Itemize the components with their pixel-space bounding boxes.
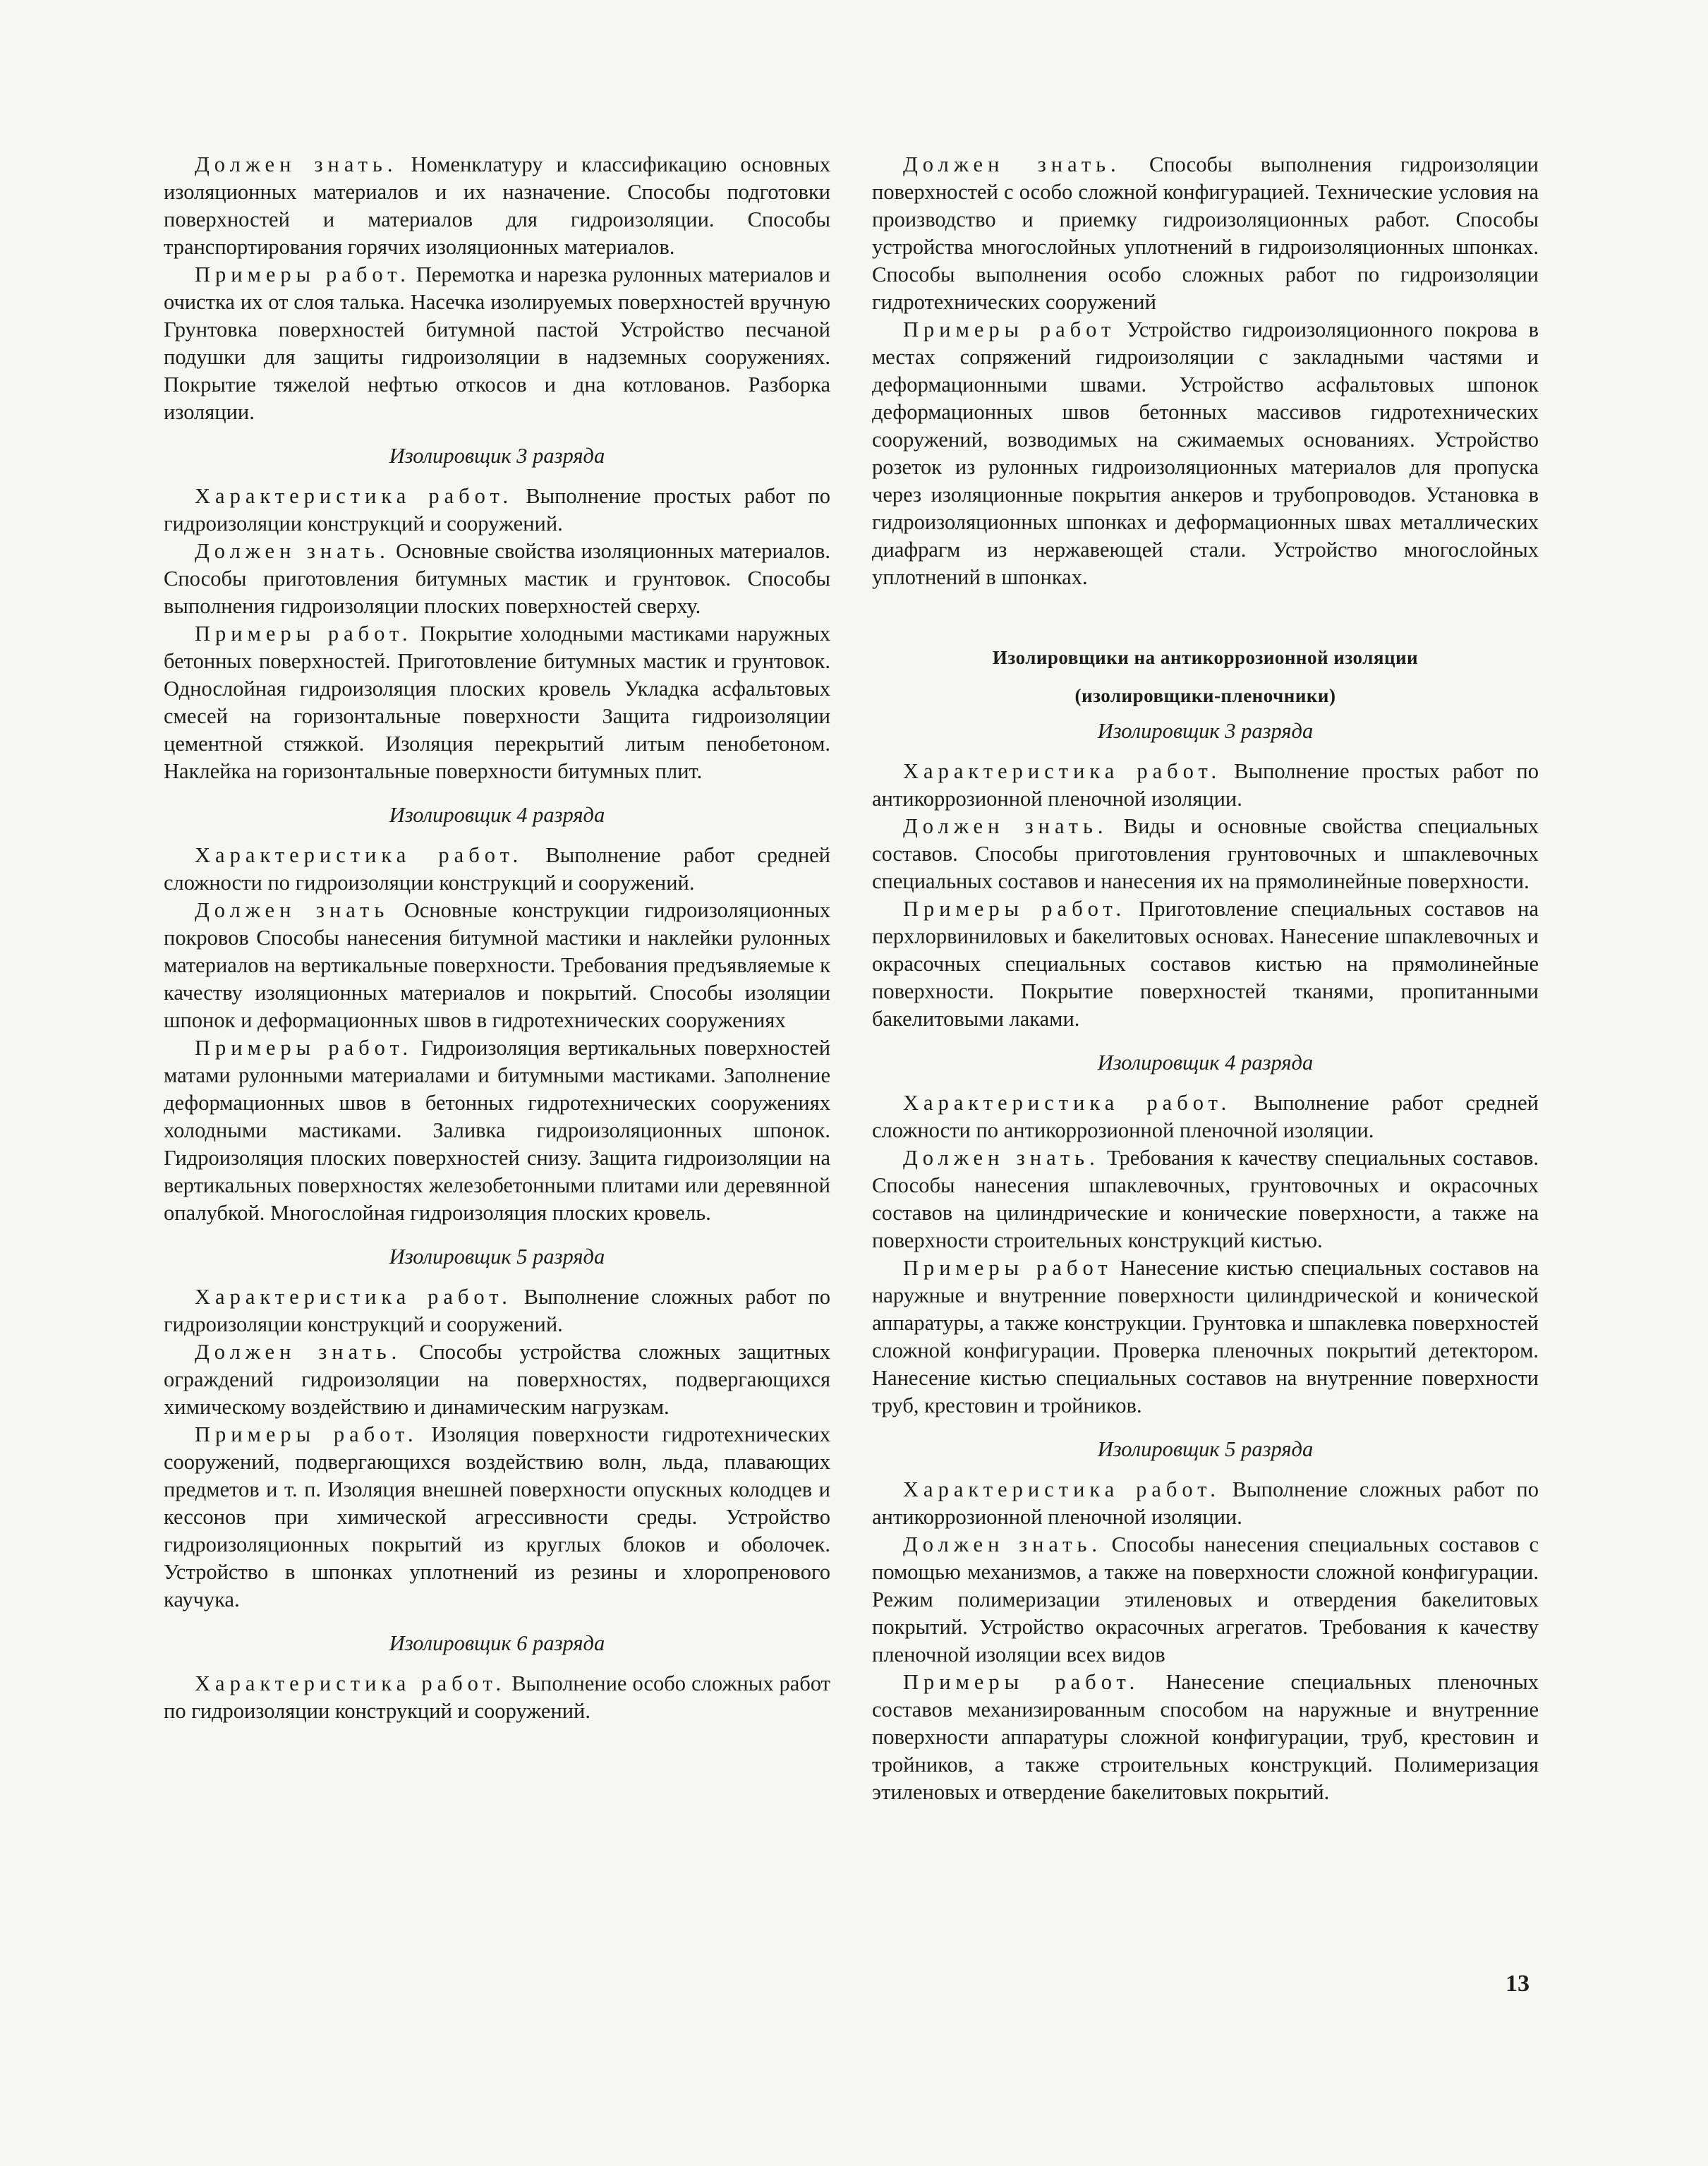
section-title: Изолировщики на антикоррозионной изоляции <box>992 647 1419 668</box>
left-column <box>164 151 830 1725</box>
paragraph-examples: Примеры работ Устройство гидроизоляционного покрова в местах сопряжений гидроизоляции с закладными частями и деформационными швами. Устройство асфальтовых шпонок деформационных швов бетонных массивов гидротехнических сооружений, возводимых на сжимаемых основаниях. Устройство розеток из рулонных гидроизоляционных материалов для пропуска через изоляционные покрытия анкеров и трубопроводов. Установка в гидроизоляционных шпонках и деформационных швах металлических диафрагм из нержавеющей стали. Устройство многослойных уплотнений в шпонках. <box>872 317 1539 589</box>
right-column <box>872 151 1539 1806</box>
paragraph-characteristics: Характеристика работ. Выполнение работ средней сложности по антикоррозионной пленочной изоляции. <box>872 1091 1539 1142</box>
paragraph-know: Должен знать. Основные свойства изоляционных материалов. Способы приготовления битумных мастик и грунтовок. Способы выполнения гидроизоляции плоских поверхностей сверху. <box>164 539 831 618</box>
paragraph-characteristics: Характеристика работ. Выполнение сложных работ по гидроизоляции конструкций и сооружений. <box>164 1285 830 1336</box>
section-spacer <box>872 591 1539 643</box>
paragraph-know: Должен знать. Требования к качеству специальных составов. Способы нанесения шпаклевочных, грунтовочных и окрасочных составов на цилиндрические и конические поверхности, а также на поверхности строительных конструкций кистью. <box>872 1146 1539 1252</box>
paragraph-characteristics: Характеристика работ. Выполнение сложных работ по антикоррозионной пленочной изоляции. <box>872 1477 1539 1529</box>
grade-heading-3: Изолировщик 3 разряда <box>1097 719 1314 743</box>
paragraph-examples: Примеры работ. Нанесение специальных пленочных составов механизированным способом на наружные и внутренние поверхности аппаратуры сложной конфигурации, труб, крестовин и тройников, а также строительных конструкций. Полимеризация этиленовых и отвердение бакелитовых покрытий. <box>872 1670 1539 1804</box>
paragraph-know: Должен знать. Способы нанесения специальных составов с помощью механизмов, а также на поверхности сложной конфигурации. Режим полимеризации этиленовых и отвердения бакелитовых покрытий. Устройство окрасочных агрегатов. Требования к качеству пленочной изоляции всех видов <box>872 1532 1539 1666</box>
paragraph-examples: Примеры работ. Приготовление специальных составов на перхлорвиниловых и бакелитовых основах. Нанесение шпаклевочных и окрасочных специальных составов кистью на прямолинейные поверхности. Покрытие поверхностей тканями, пропитанными бакелитовыми лаками. <box>872 897 1539 1031</box>
paragraph-examples: Примеры работ Нанесение кистью специальных составов на наружные и внутренние поверхности цилиндрической и конической аппаратуры, а также конструкции. Грунтовка и шпаклевка поверхностей сложной конфигурации. Проверка пленочных покрытий детектором. Нанесение кистью специальных составов на внутренние поверхности труб, крестовин и тройников. <box>872 1256 1539 1417</box>
grade-heading-4: Изолировщик 4 разряда <box>389 803 605 827</box>
paragraph-examples: Примеры работ. Перемотка и нарезка рулонных материалов и очистка их от слоя талька. Насечка изолируемых поверхностей вручную Грунтовка поверхностей битумной пастой Устройство песчаной подушки для защиты гидроизоляции в надземных сооружениях. Покрытие тяжелой нефтью откосов и дна котлованов. Разборка изоляции. <box>164 262 831 424</box>
paragraph-know: Должен знать. Номенклатуру и классификацию основных изоляционных материалов и их назначение. Способы подготовки поверхностей и материалов для гидроизоляции. Способы транспортирования горячих изоляционных материалов. <box>164 152 830 259</box>
paragraph-characteristics: Характеристика работ. Выполнение особо сложных работ по гидроизоляции конструкций и сооружений. <box>164 1671 830 1723</box>
section-subtitle: (изолировщики-пленочники) <box>1074 685 1336 706</box>
grade-heading-5: Изолировщик 5 разряда <box>389 1245 605 1269</box>
paragraph-know: Должен знать Основные конструкции гидроизоляционных покровов Способы нанесения битумной мастики и наклейки рулонных материалов на вертикальные поверхности. Требования предъявляемые к качеству изоляционных материалов и покрытий. Способы изоляции шпонок и деформационных швов в гидротехнических сооружениях <box>164 898 830 1032</box>
paragraph-examples: Примеры работ. Покрытие холодными мастиками наружных бетонных поверхностей. Приготовление битумных мастик и грунтовок. Однослойная гидроизоляция плоских кровель Укладка асфальтовых смесей на горизонтальные поверхности Защита гидроизоляции цементной стяжкой. Изоляция перекрытий литым пенобетоном. Наклейка на горизонтальные поверхности битумных плит. <box>164 622 830 783</box>
paragraph-characteristics: Характеристика работ. Выполнение работ средней сложности по гидроизоляции конструкций и сооружений. <box>164 843 831 895</box>
paragraph-examples: Примеры работ. Изоляция поверхности гидротехнических сооружений, подвергающихся воздействию волн, льда, плавающих предметов и т. п. Изоляция внешней поверхности опускных колодцев и кессонов при химической агрессивности среды. Устройство гидроизоляционных покрытий из круглых блоков и оболочек. Устройство в шпонках уплотнений из резины и хлоропренового каучука. <box>164 1422 831 1611</box>
grade-heading-4: Изолировщик 4 разряда <box>1097 1051 1314 1075</box>
paragraph-characteristics: Характеристика работ. Выполнение простых работ по антикоррозионной пленочной изоляции. <box>872 759 1539 811</box>
paragraph-characteristics: Характеристика работ. Выполнение простых работ по гидроизоляции конструкций и сооружений. <box>164 484 831 536</box>
page-number: 13 <box>1506 1971 1530 1997</box>
grade-heading-6: Изолировщик 6 разряда <box>389 1631 605 1655</box>
paragraph-know: Должен знать. Способы выполнения гидроизоляции поверхностей с особо сложной конфигурацией. Технические условия на производство и приемку гидроизоляционных работ. Способы устройства многослойных уплотнений в гидроизоляционных шпонках. Способы выполнения особо сложных работ по гидроизоляции гидротехнических сооружений <box>872 152 1539 314</box>
paragraph-know: Должен знать. Виды и основные свойства специальных составов. Способы приготовления грунтовочных и шпаклевочных специальных составов и нанесения их на прямолинейные поверхности. <box>872 814 1539 893</box>
grade-heading-5: Изолировщик 5 разряда <box>1097 1437 1314 1461</box>
paragraph-examples: Примеры работ. Гидроизоляция вертикальных поверхностей матами рулонными материалами и битумными мастиками. Заполнение деформационных швов в бетонных гидротехнических сооружениях холодными мастиками. Заливка гидроизоляционных шпонок. Гидроизоляция плоских поверхностей снизу. Защита гидроизоляции на вертикальных поверхностях железобетонными плитами или деревянной опалубкой. Многослойная гидроизоляция плоских кровель. <box>164 1036 831 1225</box>
paragraph-know: Должен знать. Способы устройства сложных защитных ограждений гидроизоляции на поверхностях, подвергающихся химическому воздействию и динамическим нагрузкам. <box>164 1340 831 1419</box>
grade-heading-3: Изолировщик 3 разряда <box>389 444 605 468</box>
